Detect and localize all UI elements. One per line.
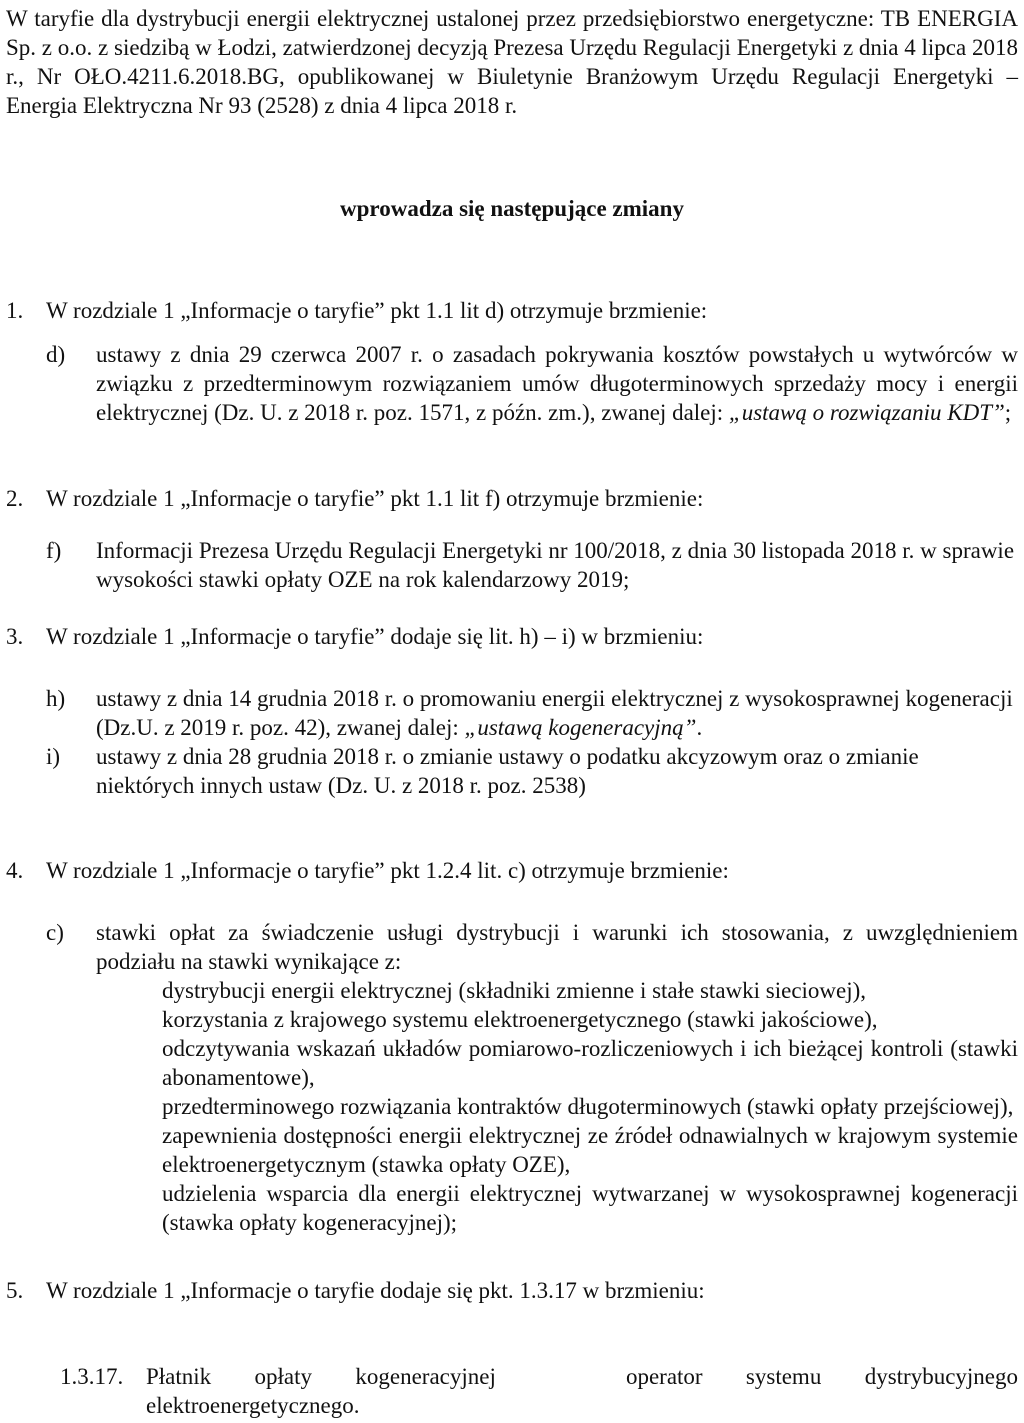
sub-item: odczytywania wskazań układów pomiarowo-rozliczeniowych i ich bieżącej kontroli (stawki abonamentowe), bbox=[162, 1036, 1018, 1090]
change-2-text: W rozdziale 1 „Informacje o taryfie” pkt 1.1 lit f) otrzymuje brzmienie: bbox=[46, 486, 704, 511]
item-text bbox=[96, 684, 1018, 742]
item-label: 1.3.17. bbox=[60, 1364, 124, 1389]
sub-item: korzystania z krajowego systemu elektroenergetycznego (stawki jakościowe), bbox=[162, 1007, 878, 1032]
item-text bbox=[60, 1362, 1024, 1420]
sub-item: zapewnienia dostępności energii elektrycznej ze źródeł odnawialnych w krajowym systemie elektroenergetycznym (stawka opłaty OZE), bbox=[162, 1123, 1018, 1177]
change-3-item-i bbox=[46, 742, 1018, 800]
item-text: ustawy z dnia 28 grudnia 2018 r. o zmianie ustawy o podatku akcyzowym oraz o zmianie niektórych innych ustaw (Dz. U. z 2018 r. poz. 2538) bbox=[96, 744, 919, 798]
item-text-emphasis: „ustawą kogeneracyjną” bbox=[464, 715, 697, 740]
item-label: c) bbox=[46, 920, 64, 945]
item-text-tail: ; bbox=[1004, 400, 1012, 425]
sub-item: przedterminowego rozwiązania kontraktów długoterminowych (stawki opłaty przejściowej), bbox=[162, 1094, 1014, 1119]
item-text-main: ustawy z dnia 29 czerwca 2007 r. o zasadach pokrywania kosztów powstałych u wytwórców w związku z przedterminowym rozwiązaniem umów długoterminowych sprzedaży mocy i energii elektrycznej (Dz. U. z 2018 r. poz. 1571, z późn. zm.), zwanej dalej: bbox=[96, 342, 1018, 425]
item-text bbox=[96, 340, 1018, 427]
change-5-text: W rozdziale 1 „Informacje o taryfie dodaje się pkt. 1.3.17 w brzmieniu: bbox=[46, 1278, 705, 1303]
change-3-number: 3. bbox=[6, 624, 24, 649]
item-text: Informacji Prezesa Urzędu Regulacji Energetyki nr 100/2018, z dnia 30 listopada 2018 r. w sprawie wysokości stawki opłaty OZE na rok kalendarzowy 2019; bbox=[96, 538, 1015, 592]
section-heading: wprowadza się następujące zmiany bbox=[340, 196, 684, 221]
item-text-main: Płatnik opłaty kogeneracyjnej operator systemu dystrybucyjnego elektroenergetycznego. bbox=[146, 1364, 1024, 1418]
intro-paragraph: W taryfie dla dystrybucji energii elektrycznej ustalonej przez przedsiębiorstwo energetyczne: TB ENERGIA Sp. z o.o. z siedzibą w Łodzi, zatwierdzonej decyzją Prezesa Urzędu Regulacji Energetyki z dnia 4 lipca 2018 r., Nr OŁO.4211.6.2018.BG, opublikowanej w Biuletynie Branżowym Urzędu Regulacji Energetyki – Energia Elektryczna Nr 93 (2528) z dnia 4 lipca 2018 r. bbox=[6, 6, 1018, 118]
change-4-item-c bbox=[46, 918, 1018, 1237]
item-text-main: ustawy z dnia 14 grudnia 2018 r. o promowaniu energii elektrycznej z wysokosprawnej kogeneracji (Dz.U. z 2019 r. poz. 42), zwanej dalej: bbox=[96, 686, 1013, 740]
item-text-emphasis: „ustawą o rozwiązaniu KDT” bbox=[728, 400, 1005, 425]
change-4-number: 4. bbox=[6, 858, 24, 883]
change-3-text: W rozdziale 1 „Informacje o taryfie” dodaje się lit. h) – i) w brzmieniu: bbox=[46, 624, 704, 649]
item-label: h) bbox=[46, 686, 66, 711]
sub-item: dystrybucji energii elektrycznej (składniki zmienne i stałe stawki sieciowej), bbox=[162, 978, 867, 1003]
change-2-number: 2. bbox=[6, 486, 24, 511]
item-label: f) bbox=[46, 538, 62, 563]
item-label: i) bbox=[46, 744, 61, 769]
change-5-item-1317 bbox=[60, 1362, 1024, 1420]
change-1-item-d bbox=[46, 340, 1018, 427]
change-1-number: 1. bbox=[6, 298, 24, 323]
sub-list bbox=[162, 976, 1018, 1237]
item-text-tail: . bbox=[696, 715, 703, 740]
change-4-text: W rozdziale 1 „Informacje o taryfie” pkt 1.2.4 lit. c) otrzymuje brzmienie: bbox=[46, 858, 729, 883]
change-5-number: 5. bbox=[6, 1278, 24, 1303]
change-3-item-h bbox=[46, 684, 1018, 742]
item-text: stawki opłat za świadczenie usługi dystrybucji i warunki ich stosowania, z uwzględnieniem podziału na stawki wynikające z: bbox=[96, 920, 1018, 974]
sub-item: udzielenia wsparcia dla energii elektrycznej wytwarzanej w wysokosprawnej kogeneracji (stawka opłaty kogeneracyjnej); bbox=[162, 1181, 1018, 1235]
item-label: d) bbox=[46, 342, 66, 367]
change-1-text: W rozdziale 1 „Informacje o taryfie” pkt 1.1 lit d) otrzymuje brzmienie: bbox=[46, 298, 708, 323]
change-2-item-f bbox=[46, 536, 1018, 594]
